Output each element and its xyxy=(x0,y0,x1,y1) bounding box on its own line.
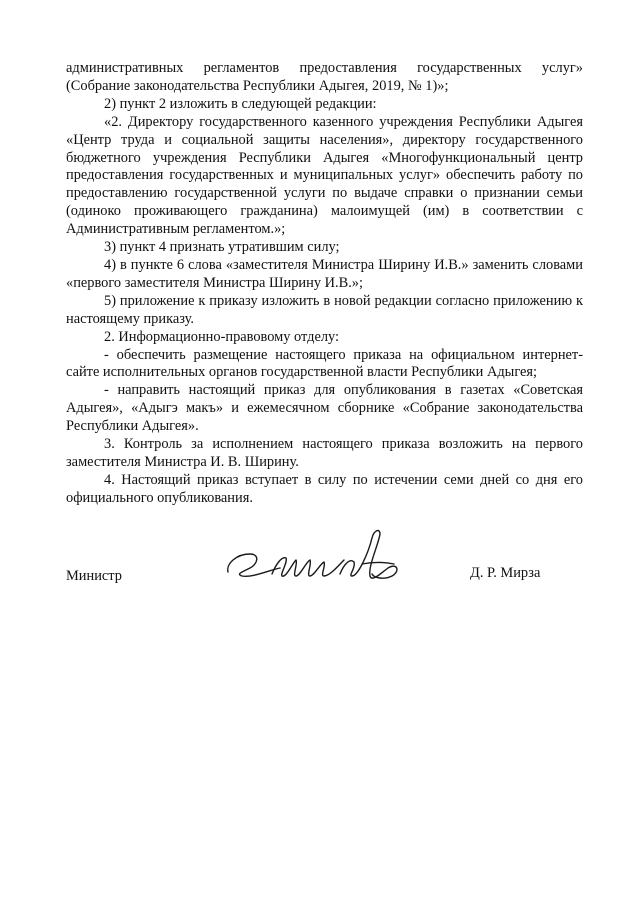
paragraph-item-4: 4) в пункте 6 слова «заместителя Министра Ширину И.В.» заменить словами «первого заместителя Министра Ширину И.В.»; xyxy=(66,256,583,291)
paragraph-publish-newspapers: - направить настоящий приказ для опубликования в газетах «Советская Адыгея», «Адыгэ макъ» и ежемесячном сборнике «Собрание законодательства Республики Адыгея». xyxy=(66,382,583,435)
paragraph-publish-website: - обеспечить размещение настоящего приказа на официальном интернет-сайте исполнительных органов государственной власти Республики Адыгея; xyxy=(66,346,583,381)
handwritten-signature xyxy=(222,524,412,594)
paragraph-quoted-point-2: «2. Директору государственного казенного учреждения Республики Адыгея «Центр труда и социальной защиты населения», директору государственного бюджетного учреждения Республики Адыгея «Многофункциональный центр предоставления государственных и муниципальных услуг» обеспечить работу по предоставлению государственной услуги по выдаче справки о признании семьи (одиноко проживающего гражданина) малоимущей (им) в соответствии с Административным регламентом.»; xyxy=(66,113,583,238)
paragraph-item-2: 2) пункт 2 изложить в следующей редакции: xyxy=(104,95,377,112)
paragraph-item-3: 3) пункт 4 признать утратившим силу; xyxy=(104,239,340,256)
paragraph-point-2: 2. Информационно-правовому отделу: xyxy=(104,328,340,345)
signer-title: Министр xyxy=(66,568,122,584)
paragraph-item-5: 5) приложение к приказу изложить в новой редакции согласно приложению к настоящему приказу. xyxy=(66,292,583,327)
paragraph-point-3: 3. Контроль за исполнением настоящего приказа возложить на первого заместителя Министра И. В. Ширину. xyxy=(66,436,583,470)
document-body xyxy=(66,60,583,508)
signature-block xyxy=(0,560,639,610)
paragraph-point-4: 4. Настоящий приказ вступает в силу по истечении семи дней со дня его официального опубликования. xyxy=(66,471,583,506)
paragraph-continuation: административных регламентов предоставления государственных услуг» (Собрание законодательства Республики Адыгея, 2019, № 1)»; xyxy=(66,60,583,94)
signer-name: Д. Р. Мирза xyxy=(470,565,541,581)
